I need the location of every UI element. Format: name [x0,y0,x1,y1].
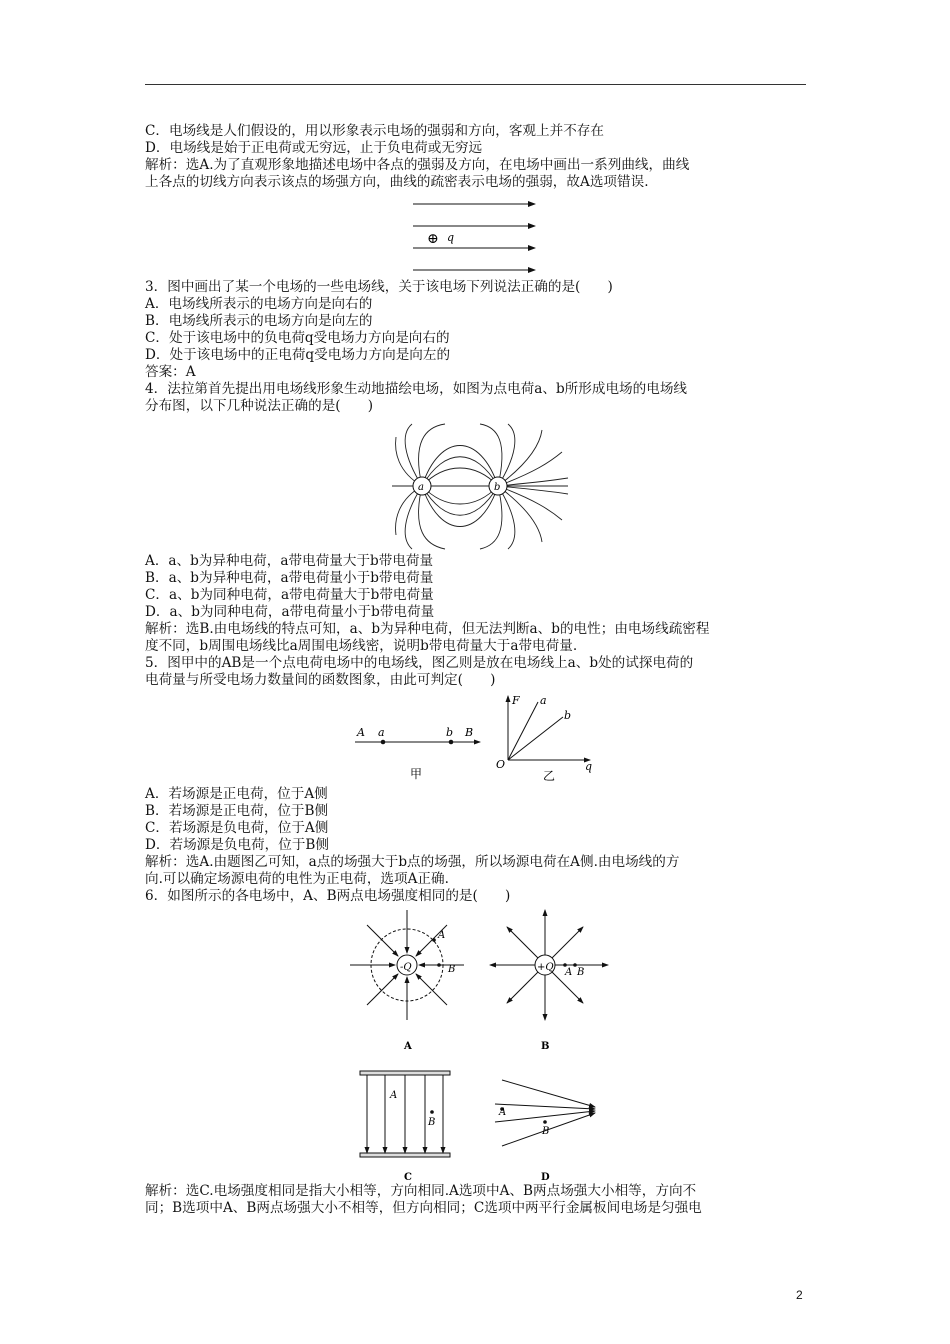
question-5: 5．图甲中的AB是一个点电荷电场中的电场线，图乙则是放在电场线上a、b处的试探电荷的 [145,655,694,671]
line-a-label: a [540,694,547,707]
option-d: D．若场源是负电荷，位于B侧 [145,837,330,853]
line-b-label: b [564,709,572,722]
solution-4-cont: 度不同，b周围电场线比a周围电场线密，说明b带电荷量大于a带电荷量. [145,638,578,654]
point-D-A: A [499,1107,507,1118]
caption-C: C [404,1172,412,1183]
option-a: A．电场线所表示的电场方向是向右的 [145,296,373,312]
option-b: B．电场线所表示的电场方向是向左的 [145,313,373,329]
point-A-B: B [448,964,456,975]
point-B-label: B [465,726,474,739]
question-4-cont: 分布图，以下几种说法正确的是( ) [145,398,374,414]
charge-a-label: a [418,482,424,493]
option-b: B．若场源是正电荷，位于B侧 [145,803,329,819]
question-5-cont: 电荷量与所受电场力数量间的函数图象，由此可判定( ) [145,672,496,688]
caption-A: A [404,1041,412,1052]
header-rule [145,84,806,85]
option-d: D．处于该电场中的正电荷q受电场力方向是向左的 [145,347,451,363]
question-6: 6．如图所示的各电场中，A、B两点电场强度相同的是( ) [145,888,511,904]
figure-two-charges [390,422,570,550]
option-c: C．a、b为同种电荷，a带电荷量大于b带电荷量 [145,587,434,603]
caption-jia: 甲 [410,767,423,781]
positive-charge-symbol: ⊕ [427,231,439,247]
text-line: 上各点的切线方向表示该点的场强方向，曲线的疏密表示电场的强弱，故A选项错误. [145,174,649,190]
point-b-label: b [446,726,454,739]
charge-A-label: -Q [400,962,412,973]
option-b: B．a、b为异种电荷，a带电荷量小于b带电荷量 [145,570,434,586]
caption-D: D [541,1172,550,1183]
charge-B-label: +Q [537,962,554,973]
solution-6-cont: 同；B选项中A、B两点场强大小不相等，但方向相同；C选项中两平行金属板间电场是匀强电 [145,1200,702,1216]
question-4: 4．法拉第首先提出用电场线形象生动地描绘电场，如图为点电荷a、b所形成电场的电场线 [145,381,688,397]
option-c: C．处于该电场中的负电荷q受电场力方向是向右的 [145,330,450,346]
page-number: 2 [796,1288,803,1302]
axis-q-label: q [585,760,593,773]
figure-uniform-field [405,196,545,276]
charge-b-label: b [494,482,501,493]
solution-5-cont: 向.可以确定场源电荷的电性为正电荷，选项A正确. [145,871,449,887]
text-line: C．电场线是人们假设的，用以形象表示电场的强弱和方向，客观上并不存在 [145,123,604,139]
point-D-B: B [542,1126,550,1137]
point-a-label: a [378,726,385,739]
point-C-B: B [428,1117,436,1128]
option-c: C．若场源是负电荷，位于A侧 [145,820,329,836]
caption-yi: 乙 [543,769,556,783]
figure-q6 [345,908,625,1184]
solution-4: 解析：选B.由电场线的特点可知，a、b为异种电荷，但无法判断a、b的电性；由电场线疏密程 [145,621,710,637]
point-A-A: A [438,930,446,941]
question-3: 3．图中画出了某一个电场的一些电场线，关于该电场下列说法正确的是( ) [145,279,613,295]
point-A-label: A [357,726,365,739]
option-a: A．若场源是正电荷，位于A侧 [145,786,328,802]
origin-O-label: O [496,758,506,771]
point-B-A: A [565,967,573,978]
solution-5: 解析：选A.由题图乙可知，a点的场强大于b点的场强，所以场源电荷在A侧.由电场线的方 [145,854,680,870]
axis-F-label: F [512,694,520,707]
text-line: D．电场线是始于正电荷或无穷远，止于负电荷或无穷远 [145,140,483,156]
point-B-B: B [577,967,585,978]
caption-B: B [541,1041,550,1052]
solution-6: 解析：选C.电场强度相同是指大小相等，方向相同.A选项中A、B两点场强大小相等，方向不 [145,1183,697,1199]
option-a: A．a、b为异种电荷，a带电荷量大于b带电荷量 [145,553,434,569]
option-d: D．a、b为同种电荷，a带电荷量小于b带电荷量 [145,604,435,620]
point-C-A: A [390,1090,398,1101]
diagram-C [360,1071,450,1157]
charge-label-q: q [447,231,455,244]
text-line: 解析：选A.为了直观形象地描述电场中各点的强弱及方向，在电场中画出一系列曲线，曲线 [145,157,690,173]
figure-q5 [350,692,600,784]
answer: 答案：A [145,364,196,380]
